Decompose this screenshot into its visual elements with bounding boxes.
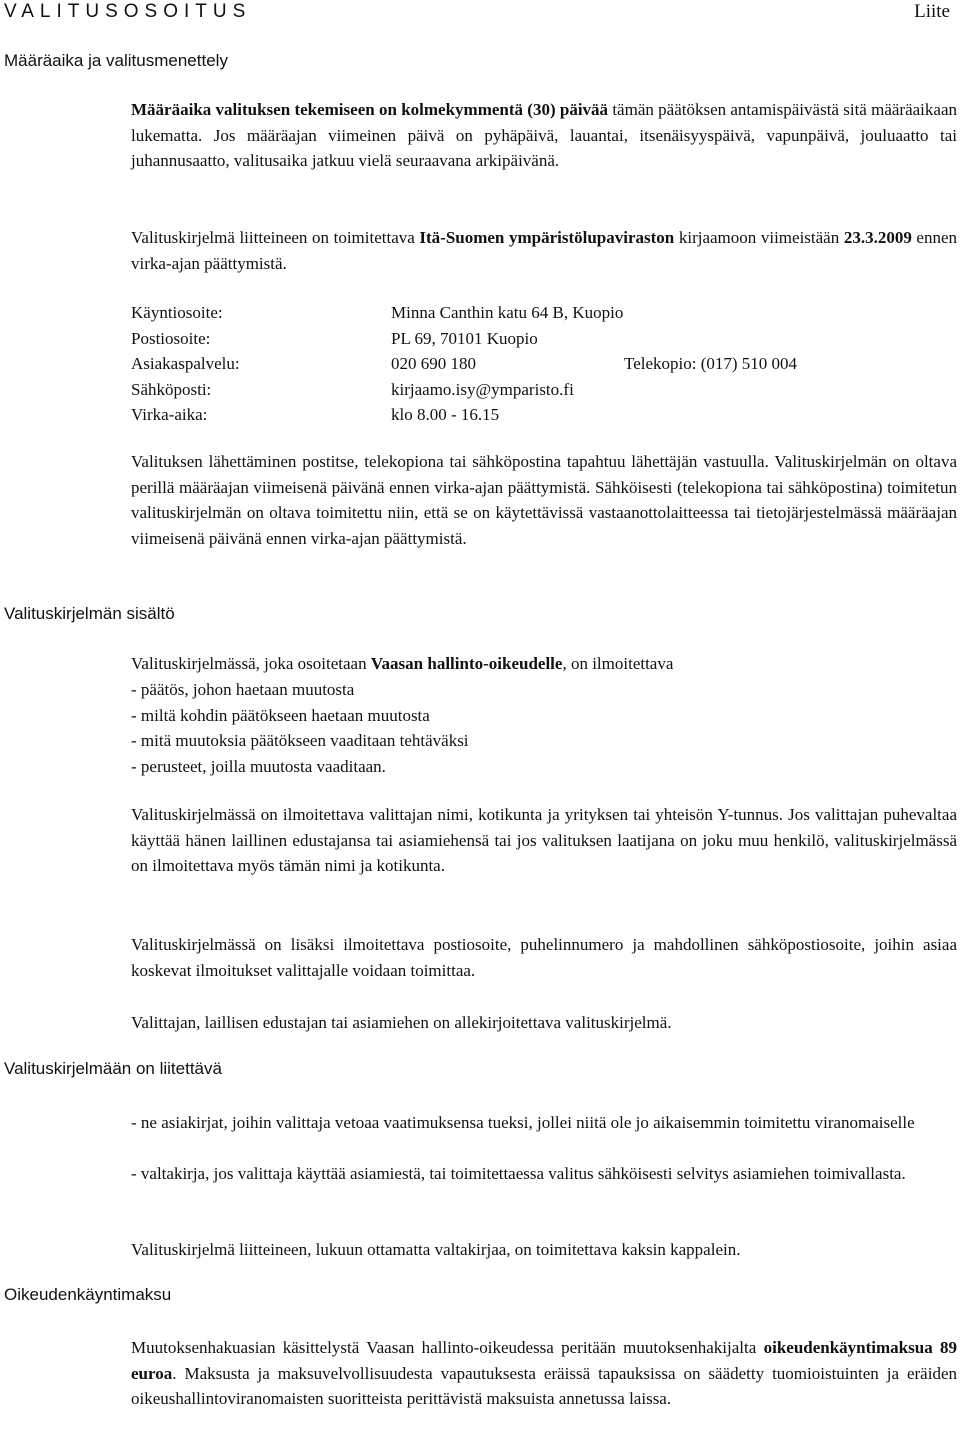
document-title: VALITUSOSOITUS xyxy=(4,1,252,22)
contact-info xyxy=(131,300,957,428)
contact-value: 020 690 180 xyxy=(391,354,476,374)
contact-label: Käyntiosoite: xyxy=(131,303,223,322)
heading-deadline: Määräaika ja valitusmenettely xyxy=(4,51,228,70)
address-paragraph: Valituskirjelmässä on lisäksi ilmoitettava postiosoite, puhelinnumero ja mahdollinen sähköpostiosoite, joihin asiaa koskevat ilmoitukset valittajalle voidaan toimittaa. xyxy=(131,935,957,980)
signature-paragraph: Valittajan, laillisen edustajan tai asiamiehen on allekirjoitettava valituskirjelmä. xyxy=(131,1013,672,1032)
heading-content: Valituskirjelmän sisältö xyxy=(4,604,175,623)
content-list xyxy=(131,677,957,779)
heading-attachments: Valituskirjelmään on liitettävä xyxy=(4,1059,222,1078)
delivery-paragraph: Valituksen lähettäminen postitse, telekopiona tai sähköpostina tapahtuu lähettäjän vastuulla. Valituskirjelmän on oltava perillä määräajan viimeisenä päivänä ennen virka-ajan päättymistä. Sähköisesti (telekopiona tai sähköpostina) toimitetun valituskirjelmän on oltava toimitettu niin, että se on käytettävissä vastaanottolaitteessa tai tietojärjestelmässä määräajan viimeisenä päivänä ennen virka-ajan päättymistä. xyxy=(131,452,957,548)
submission-text-e: ennen virka-ajan päättymistä. xyxy=(131,228,957,273)
contact-value: PL 69, 70101 Kuopio xyxy=(391,328,538,348)
contact-value: Minna Canthin katu 64 B, Kuopio xyxy=(391,303,624,322)
content-intro-c: , on ilmoitettava xyxy=(562,654,674,673)
submission-text-a: Valituskirjelmä liitteineen on toimitettava xyxy=(131,228,420,247)
list-item: - miltä kohdin päätökseen haetaan muutosta xyxy=(131,705,430,725)
contact-label: Sähköposti: xyxy=(131,379,212,399)
contact-value: klo 8.00 - 16.15 xyxy=(391,405,500,425)
list-item: - mitä muutoksia päätökseen vaaditaan tehtäväksi xyxy=(131,731,469,751)
content-intro xyxy=(131,651,957,677)
copies-paragraph: Valituskirjelmä liitteineen, lukuun ottamatta valtakirjaa, on toimitettava kaksin kappalein. xyxy=(131,1240,741,1259)
list-item: - perusteet, joilla muutosta vaaditaan. xyxy=(131,756,386,776)
deadline-rest: tämän päätöksen antamispäivästä sitä määräaikaan lukematta. Jos määräajan viimeinen päivä on pyhäpäivä, lauantai, itsenäisyyspäivä, vapunpäivä, jouluaatto tai juhannusaatto, valitusaika jatkuu vielä seuraavana arkipäivänä. xyxy=(131,100,957,171)
attachment-item: - valtakirja, jos valittaja käyttää asiamiestä, tai toimitettaessa valitus sähköisesti selvitys asiamiehen toimivallasta. xyxy=(131,1164,906,1183)
content-intro-a: Valituskirjelmässä, joka osoitetaan xyxy=(131,654,371,673)
contact-row xyxy=(131,377,957,403)
attachment-item: - ne asiakirjat, joihin valittaja vetoaa vaatimuksensa tueksi, jollei niitä ole jo aikaisemmin toimitettu viranomaiselle xyxy=(131,1113,915,1132)
contact-label: Asiakaspalvelu: xyxy=(131,354,240,374)
contact-row xyxy=(131,351,957,377)
fax-number: Telekopio: (017) 510 004 xyxy=(624,354,798,374)
fee-text-c: . Maksusta ja maksuvelvollisuudesta vapautuksesta eräissä tapauksissa on säädetty tuomioistuinten ja eräiden oikeushallintoviranomaisten suoritteista perittävistä maksuista annetussa laissa. xyxy=(131,1363,957,1409)
fee-text-a: Muutoksenhakuasian käsittelystä Vaasan hallinto-oikeudessa peritään muutoksenhakijalta xyxy=(131,1338,764,1357)
fee-paragraph xyxy=(131,1335,957,1412)
deadline-paragraph xyxy=(131,97,957,174)
heading-fee: Oikeudenkäyntimaksu xyxy=(4,1285,172,1304)
deadline-date: 23.3.2009 xyxy=(843,228,912,247)
contact-row xyxy=(131,300,957,326)
identity-paragraph: Valituskirjelmässä on ilmoitettava valittajan nimi, kotikunta ja yrityksen tai yhteisön Y-tunnus. Jos valittajan puhevaltaa käyttää hänen laillinen edustajansa tai asiamiehensä tai jos valituksen laatijana on joku muu henkilö, valituskirjelmässä on ilmoitettava myös tämän nimi ja kotikunta. xyxy=(131,805,957,876)
contact-row xyxy=(131,326,957,352)
attachment-label: Liite xyxy=(914,1,950,22)
fee-amount: oikeudenkäyntimaksua 89 euroa xyxy=(131,1338,957,1383)
contact-row xyxy=(131,402,957,428)
list-item: - päätös, johon haetaan muutosta xyxy=(131,680,355,699)
court-name: Vaasan hallinto-oikeudelle xyxy=(370,654,563,673)
email-address[interactable]: kirjaamo.isy@ymparisto.fi xyxy=(391,379,574,399)
contact-label: Postiosoite: xyxy=(131,328,211,348)
deadline-bold: Määräaika valituksen tekemiseen on kolmekymmentä (30) päivää xyxy=(131,100,609,119)
authority-name: Itä-Suomen ympäristölupaviraston xyxy=(419,228,675,247)
submission-paragraph xyxy=(131,225,957,276)
submission-text-c: kirjaamoon viimeistään xyxy=(674,228,844,247)
contact-label: Virka-aika: xyxy=(131,405,208,425)
